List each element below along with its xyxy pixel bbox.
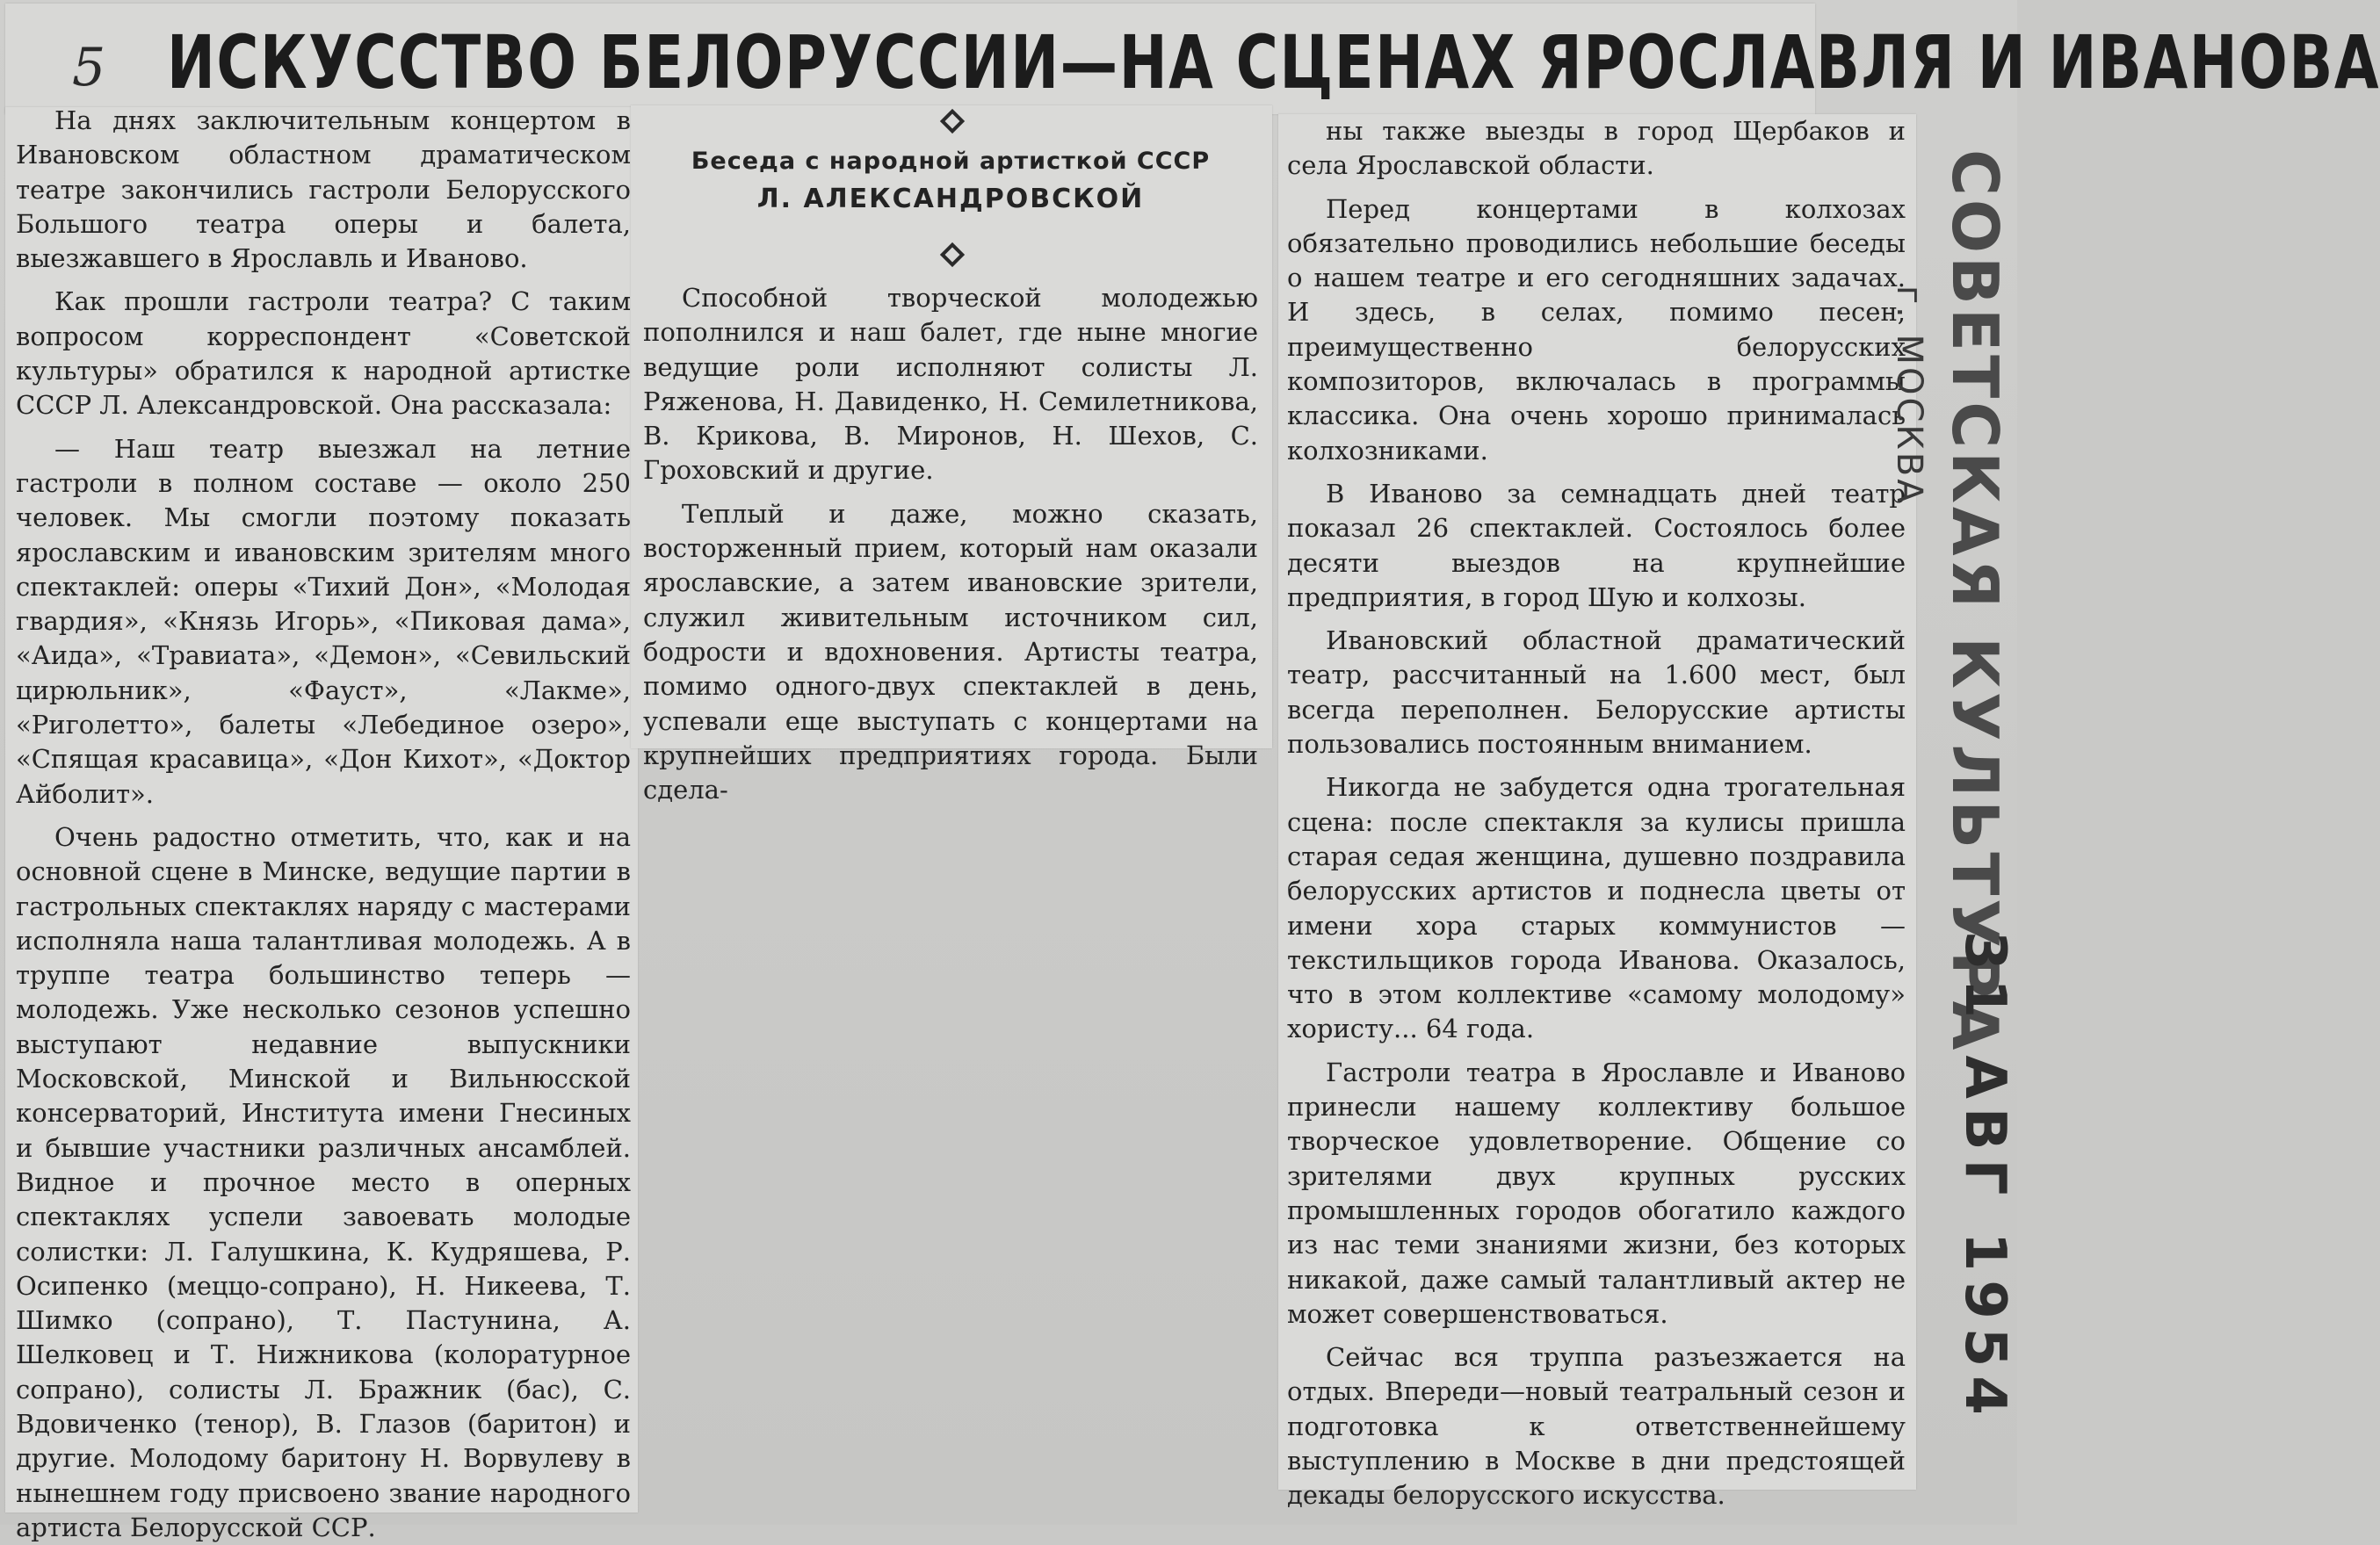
stamp-date: 31 АВГ 1954: [1952, 931, 2017, 1424]
paragraph: Теплый и даже, можно сказать, восторженный прием, который нам оказали ярославские, а затем ивановские зрители, служил живительным источником сил, бодрости и вдохновения. Артисты театра, помимо одного-двух спектаклей в день, успевали еще выступать с концертами на крупнейших предприятиях города. Были сдела-: [643, 498, 1258, 805]
paragraph: Перед концертами в колхозах обязательно проводились небольшие беседы о нашем театре и его сегодняшних задачах. И здесь, в селах, помимо песен, преимущественно белорусских композиторов, включалась в программы классика. Она очень хорошо принималась колхозниками.: [1287, 193, 1906, 466]
subtitle-line-2: Л. АЛЕКСАНДРОВСКОЙ: [756, 184, 1145, 214]
paragraph: Ивановский областной драматический театр, рассчитанный на 1.600 мест, был всегда переполнен. Белорусские артисты пользовались постоянным вниманием.: [1287, 625, 1906, 760]
article-column-2: [643, 281, 1258, 807]
subtitle-line-1: Беседа с народной артисткой СССР: [691, 148, 1211, 175]
paragraph: В Иваново за семнадцать дней театр показал 26 спектаклей. Состоялось более десяти выездов на крупнейшие предприятия, в город Шую и колхозы.: [1287, 478, 1906, 612]
paragraph: Способной творческой молодежью пополнился и наш балет, где ныне многие ведущие роли исполняют солисты Л. Ряженова, Н. Давиденко, Н. Семилетникова, В. Крикова, В. Миронов, Н. Шехов, С. Гроховский и другие.: [643, 283, 1258, 486]
paragraph: ны также выезды в город Щербаков и села Ярославской области.: [1287, 116, 1906, 181]
paragraph: Сейчас вся труппа разъезжается на отдых. Впереди—новый театральный сезон и подготовка к ответственнейшему выступлению в Москве в дни предстоящей декады белорусского искусства.: [1287, 1342, 1906, 1511]
headline: ИСКУССТВО БЕЛОРУССИИ—НА СЦЕНАХ ЯРОСЛАВЛЯ И ИВАНОВА: [167, 19, 2380, 105]
paragraph: Гастроли театра в Ярославле и Иваново принесли нашему коллективу большое творческое удовлетворение. Общение со зрителями двух крупных русских промышленных городов обогатило каждого из нас теми знаниями жизни, без которых никакой, даже самый талантливый актер не может совершенствоваться.: [1287, 1057, 1906, 1329]
stamp-newspaper-name: СОВЕТСКАЯ КУЛЬТУРА: [1938, 149, 2012, 1054]
paragraph: — Наш театр выезжал на летние гастроли в полном составе — около 250 человек. Мы смогли поэтому показать ярославским и ивановским зрителям много спектаклей: оперы «Тихий Дон», «Молодая гвардия», «Князь Игорь», «Пиковая дама», «Аида», «Травиата», «Демон», «Севильский цирюльник», «Фауст», «Лакме», «Риголетто», балеты «Лебединое озеро», «Спящая красавица», «Дон Кихот», «Доктор Айболит».: [16, 433, 631, 809]
handwritten-number: 5: [72, 37, 106, 98]
paragraph: На днях заключительным концертом в Ивановском областном драматическом театре закончились гастроли Белорусского Большого театра оперы и балета, выезжавшего в Ярославль и Иваново.: [16, 105, 631, 274]
paragraph: Как прошли гастроли театра? С таким вопросом корреспондент «Советской культуры» обратился к народной артистке СССР Л. Александровской. Она рассказала:: [16, 286, 631, 421]
paragraph: Никогда не забудется одна трогательная сцена: после спектакля за кулисы пришла старая седая женщина, душевно поздравила белорусских артистов и поднесла цветы от имени хора старых коммунистов — текстильщиков города Иванова. Оказалось, что в этом коллективе «самому молодому» хористу... 64 года.: [1287, 772, 1906, 1044]
subtitle: [643, 148, 1258, 214]
article-column-3: [1287, 114, 1906, 1513]
article-column-1: [16, 104, 631, 1545]
paragraph: Очень радостно отметить, что, как и на основной сцене в Минске, ведущие партии в гастрольных спектаклях наряду с мастерами исполняла наша талантливая молодежь. А в труппе театра большинство теперь — молодежь. Уже несколько сезонов успешно выступают недавние выпускники Московской, Минской и Вильнюсской консерваторий, Института имени Гнесиных и бывшие участники различных ансамблей. Видное и прочное место в оперных спектаклях успели завоевать молодые солистки: Л. Галушкина, К. Кудряшева, Р. Осипенко (меццо-сопрано), Н. Никеева, Т. Шимко (сопрано), Т. Пастунина, А. Шелковец и Т. Нижникова (колоратурное сопрано), солисты Л. Бражник (бас), С. Вдовиченко (тенор), В. Глазов (баритон) и другие. Молодому баритону Н. Ворвулеву в нынешнем году присвоено звание народного артиста Белорусской ССР.: [16, 821, 631, 1542]
stamp-city: г. МОСКВА: [1889, 285, 1929, 506]
